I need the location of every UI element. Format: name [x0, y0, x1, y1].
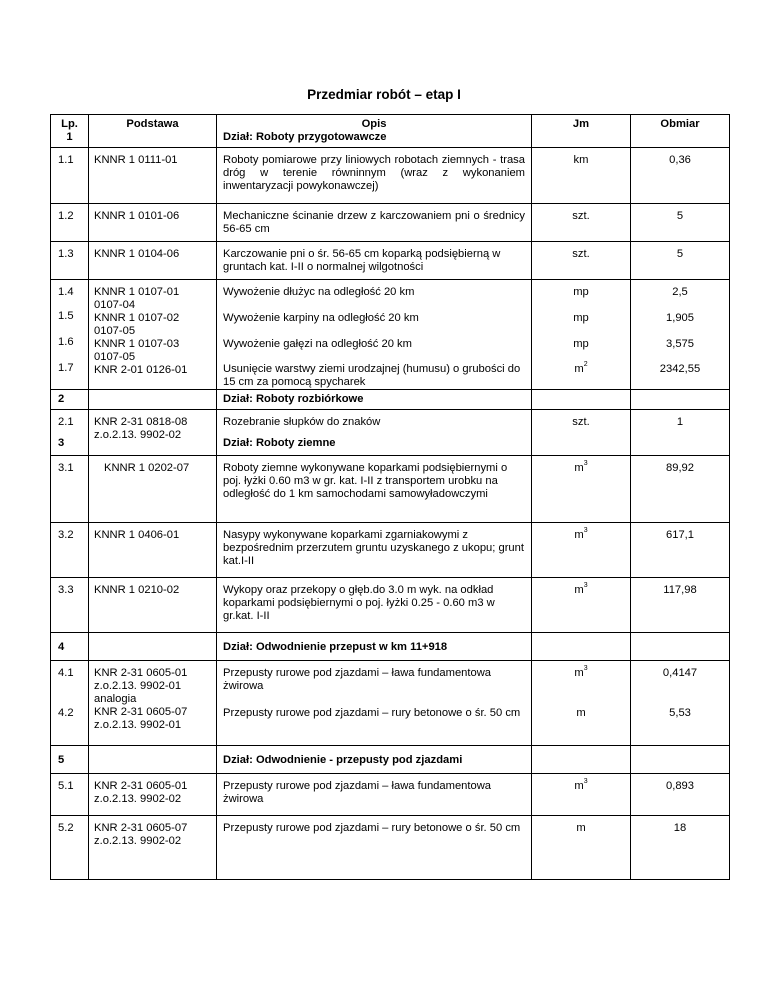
table-row: 3.3 KNNR 1 0210-02 Wykopy oraz przekopy o głęb.do 3.0 m wyk. na odkład koparkami podsiębiernymi o poj. łyżki 0.25 - 0.60 m3 w gr.kat. I-II $m^3$ 117,98 [51, 578, 730, 633]
page-title: Przedmiar robót – etap I [307, 87, 461, 102]
table-row: 2.1 3 KNR 2-31 0818-08 z.o.2.13. 9902-02 Rozebranie słupków do znaków Dział: Roboty ziemne szt. 1 [51, 410, 730, 456]
header-podstawa: Podstawa [89, 115, 217, 148]
table-row: 3.2 KNNR 1 0406-01 Nasypy wykonywane koparkami zgarniakowymi z bezpośrednim przerzutem gruntu uzyskanego z ukopu; grunt kat.I-II $m^3$ 617,1 [51, 523, 730, 578]
table-row: 5.1 KNR 2-31 0605-01 z.o.2.13. 9902-02 Przepusty rurowe pod zjazdami – ława fundamentowa żwirowa $m^3$ 0,893 [51, 774, 730, 816]
header-obmiar: Obmiar [631, 115, 730, 148]
section-row: 4 Dział: Odwodnienie przepust w km 11+918 [51, 633, 730, 661]
table-row: 3.1 KNNR 1 0202-07 Roboty ziemne wykonywane koparkami podsiębiernymi o poj. łyżki 0.60 m3 w gr. kat. I-II z transportem urobku na odległość do 1 km samochodami samowyładowczymi $m^3$ 89,92 [51, 456, 730, 523]
table-row: 1.3 KNNR 1 0104-06 Karczowanie pni o śr. 56-65 cm koparką podsiębierną w gruntach kat. I-II o normalnej wilgotności szt. 5 [51, 242, 730, 280]
table-row-group: 4.1 4.2 KNR 2-31 0605-01 z.o.2.13. 9902-01 analogia KNR 2-31 0605-07 z.o.2.13. 9902-01 Przepusty rurowe pod zjazdami – ława fundamentowa żwirowa Przepusty rurowe pod zjazdami – rury betonowe o śr. 50 cm $m^3$ m 0,4147 5,53 [51, 661, 730, 746]
section-row: 5 Dział: Odwodnienie - przepusty pod zjazdami [51, 746, 730, 774]
header-lp: Lp. 1 [51, 115, 89, 148]
table-row: 1.1 KNNR 1 0111-01 Roboty pomiarowe przy liniowych robotach ziemnych - trasa dróg w terenie równinnym (wraz z wykonaniem inwentaryzacji powykonawczej) km 0,36 [51, 148, 730, 204]
table-header-row [51, 115, 730, 148]
table-row: 1.2 KNNR 1 0101-06 Mechaniczne ścinanie drzew z karczowaniem pni o średnicy 56-65 cm szt. 5 [51, 204, 730, 242]
section-row: 2 Dział: Roboty rozbiórkowe [51, 390, 730, 410]
table-row-group: 1.4 1.5 1.6 1.7 KNNR 1 0107-01 0107-04 KNNR 1 0107-02 0107-05 KNNR 1 0107-03 0107-05 KNR 2-01 0126-01 Wywożenie dłużyc na odległość 20 km Wywożenie karpiny na odległość 20 km Wywożenie gałęzi na odległość 20 km Usunięcie warstwy ziemi urodzajnej (humusu) o grubości do 15 cm za pomocą spycharek mp mp mp $m^2$ 2,5 1,905 3,575 2342,55 [51, 280, 730, 390]
cost-estimate-table [50, 114, 730, 880]
header-jm: Jm [532, 115, 631, 148]
header-opis: Opis Dział: Roboty przygotowawcze [217, 115, 532, 148]
table-row: 5.2 KNR 2-31 0605-07 z.o.2.13. 9902-02 Przepusty rurowe pod zjazdami – rury betonowe o śr. 50 cm m 18 [51, 816, 730, 880]
